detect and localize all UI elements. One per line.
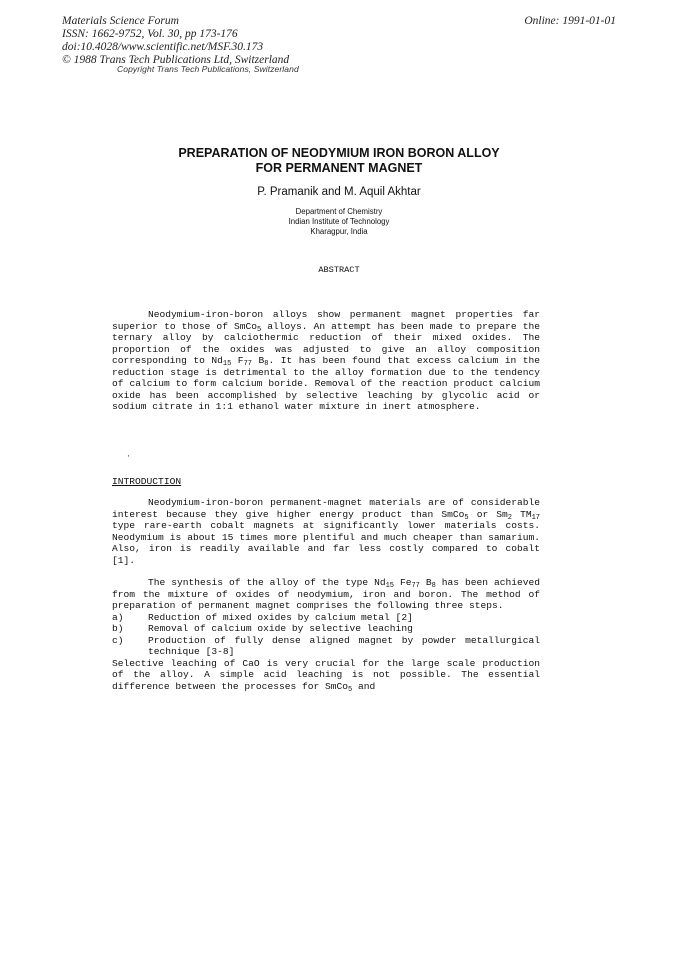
issn-line: ISSN: 1662-9752, Vol. 30, pp 173-176 [62, 28, 238, 40]
stray-mark: · [126, 452, 131, 461]
intro-paragraph-1: Neodymium-iron-boron permanent-magnet materials are of considerable interest because they give higher energy product than SmCo$_5$ or $Sm_2$ $TM_{17}$ type rare-earth cobalt magnets at significantly lower materials costs. Neodymium is about 15 times more plentiful and much cheaper than samarium. Also, iron is readily available and far less costly compared to cobalt [1]. [112, 497, 540, 566]
abstract-heading: ABSTRACT [318, 265, 360, 275]
online-date: Online: 1991-01-01 [524, 15, 616, 27]
intro-paragraph-2: The synthesis of the alloy of the type $Nd_{15}$ $Fe_{77}$ $B_8$ has been achieved from the mixture of oxides of neodymium, iron and boron. The method of preparation of permanent magnet comprises the following three steps. [112, 577, 541, 611]
copyright-line: © 1988 Trans Tech Publications Ltd, Switzerland [62, 54, 290, 66]
abstract-body [112, 309, 540, 413]
paper-title [0, 146, 678, 176]
list-item: b) Removal of calcium oxide by selective leaching [112, 623, 413, 634]
abstract-paragraph: Neodymium-iron-boron alloys show permanent magnet properties far superior to those of SmCo$_5$ alloys. An attempt has been made to prepare the ternary alloy by calciothermic reduction of their mixed oxides. The proportion of the oxides was adjusted to give an alloy composition corresponding to $Nd_{15}$ $F_{77}$ $B_8$. It has been found that excess calcium in the reduction stage is detrimental to the alloy formation due to the tendency of calcium to form calcium boride. Removal of the reaction product calcium oxide has been accomplished by selective leaching by glycolic acid or sodium citrate in 1:1 ethanol water mixture in inert atmosphere. [112, 309, 540, 412]
doi-line: doi:10.4028/www.scientific.net/MSF.30.173 [62, 41, 264, 53]
faded-copyright-stamp: Copyright Trans Tech Publications, Switzerland [117, 64, 299, 74]
journal-metadata [62, 15, 289, 67]
introduction-body [112, 497, 540, 692]
steps-list [112, 612, 540, 658]
introduction-heading: INTRODUCTION [112, 476, 182, 487]
authors: P. Pramanik and M. Aquil Akhtar [257, 186, 421, 198]
list-item: c) Production of fully dense aligned magnet by powder metallurgical technique [3-8] [112, 634, 540, 657]
journal-name: Materials Science Forum [62, 15, 179, 27]
intro-paragraph-3: Selective leaching of CaO is very crucial for the large scale production of the alloy. A simple acid leaching is not possible. The essential difference between the processes for SmCo$_5$ and [112, 657, 540, 694]
affiliation-department: Department of Chemistry [295, 207, 383, 216]
affiliation [0, 207, 678, 237]
title-line-1: PREPARATION OF NEODYMIUM IRON BORON ALLOY [178, 146, 500, 160]
list-item: a) Reduction of mixed oxides by calcium metal [2] [112, 611, 413, 623]
affiliation-city: Kharagpur, India [310, 227, 368, 236]
title-line-2: FOR PERMANENT MAGNET [255, 161, 423, 175]
affiliation-institute: Indian Institute of Technology [288, 217, 390, 226]
